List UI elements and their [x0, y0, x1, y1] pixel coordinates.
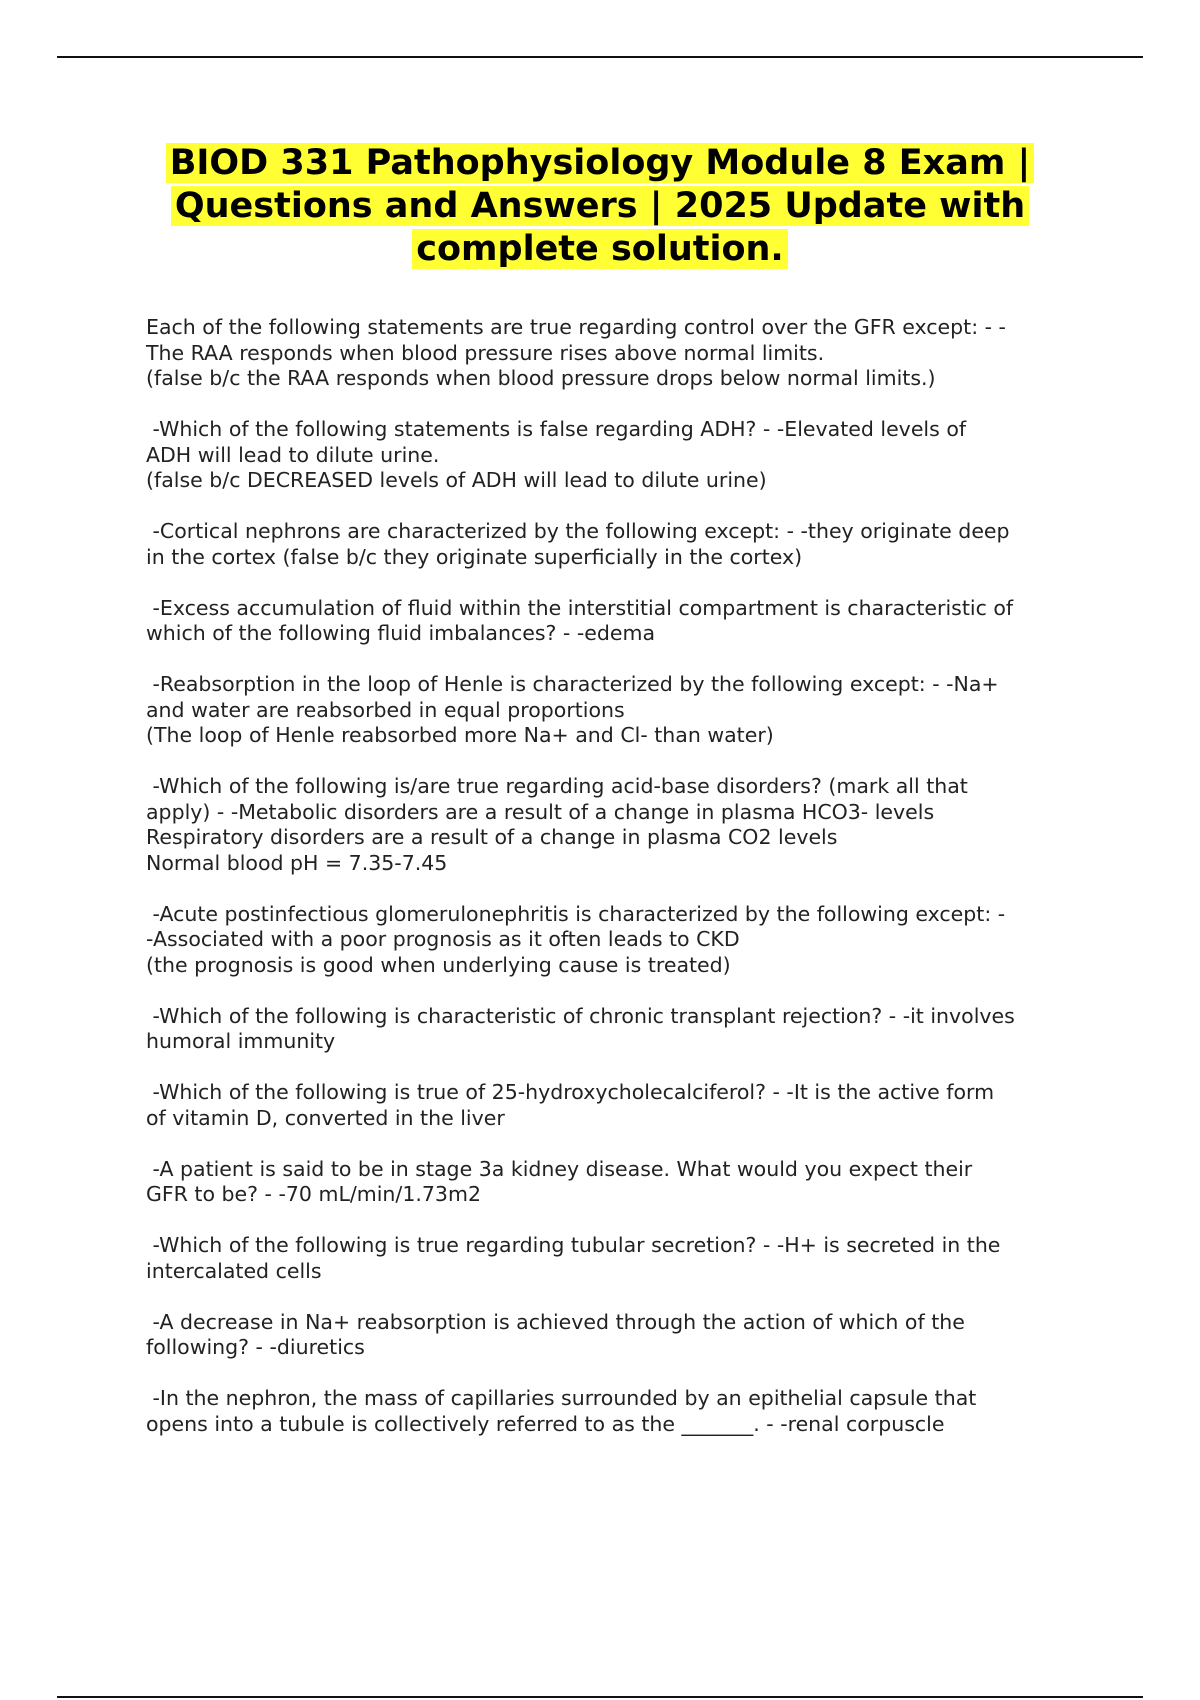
qa-item — [146, 1386, 1096, 1437]
qa-item — [146, 1233, 1096, 1284]
qa-line: -Excess accumulation of fluid within the interstitial compartment is characteristic of — [146, 595, 1014, 620]
qa-item — [146, 1004, 1096, 1055]
qa-item — [146, 596, 1096, 647]
qa-item — [146, 1080, 1096, 1131]
qa-line: ADH will lead to dilute urine. — [146, 442, 440, 467]
title-line-1: BIOD 331 Pathophysiology Module 8 Exam | — [169, 143, 1031, 183]
qa-item — [146, 902, 1096, 979]
qa-item — [146, 417, 1096, 494]
qa-item — [146, 774, 1096, 876]
qa-line: Each of the following statements are true regarding control over the GFR except: - - — [146, 315, 1006, 339]
qa-item — [146, 315, 1096, 392]
qa-item — [146, 1310, 1096, 1361]
qa-line: -Which of the following is characteristic of chronic transplant rejection? - -it involves — [146, 1003, 1015, 1028]
qa-line: -A decrease in Na+ reabsorption is achieved through the action of which of the — [146, 1309, 965, 1334]
qa-line: which of the following fluid imbalances? - -edema — [146, 621, 656, 645]
qa-line: -Which of the following statements is false regarding ADH? - -Elevated levels of — [146, 417, 967, 441]
qa-line: GFR to be? - -70 mL/min/1.73m2 — [146, 1182, 481, 1206]
qa-line: following? - -diuretics — [146, 1335, 365, 1359]
qa-line: -Cortical nephrons are characterized by the following except: - -they originate deep — [146, 519, 1010, 543]
qa-item — [146, 1157, 1096, 1208]
qa-item — [146, 519, 1096, 570]
qa-line: of vitamin D, converted in the liver — [146, 1105, 505, 1130]
qa-line: opens into a tubule is collectively referred to as the _______. - -renal corpuscle — [146, 1411, 945, 1436]
qa-line: -Which of the following is true of 25-hydroxycholecalciferol? - -It is the active form — [146, 1080, 995, 1104]
document-title — [100, 142, 1100, 271]
top-rule — [57, 56, 1143, 58]
qa-line: -In the nephron, the mass of capillaries surrounded by an epithelial capsule that — [146, 1386, 977, 1410]
qa-line: (The loop of Henle reabsorbed more Na+ and Cl- than water) — [146, 723, 774, 747]
qa-line: humoral immunity — [146, 1029, 336, 1053]
qa-line: -Associated with a poor prognosis as it often leads to CKD — [146, 927, 740, 951]
qa-line: (the prognosis is good when underlying cause is treated) — [146, 952, 731, 977]
qa-line: (false b/c the RAA responds when blood pressure drops below normal limits.) — [146, 366, 936, 390]
bottom-rule — [57, 1696, 1143, 1698]
qa-line: in the cortex (false b/c they originate superficially in the cortex) — [146, 544, 803, 569]
title-highlight — [166, 143, 1035, 269]
qa-line: -A patient is said to be in stage 3a kidney disease. What would you expect their — [146, 1156, 973, 1181]
qa-line: -Which of the following is true regarding tubular secretion? - -H+ is secreted in the — [146, 1233, 1001, 1257]
qa-line: -Which of the following is/are true regarding acid-base disorders? (mark all that — [146, 774, 968, 798]
qa-line: apply) - -Metabolic disorders are a result of a change in plasma HCO3- levels — [146, 799, 935, 824]
title-line-2: Questions and Answers | 2025 Update with — [174, 186, 1026, 226]
qa-line: intercalated cells — [146, 1258, 322, 1283]
qa-line: The RAA responds when blood pressure rises above normal limits. — [146, 340, 825, 365]
qa-item — [146, 672, 1096, 749]
title-line-3: complete solution. — [416, 229, 784, 269]
qa-line: Respiratory disorders are a result of a change in plasma CO2 levels — [146, 825, 838, 849]
qa-line: (false b/c DECREASED levels of ADH will lead to dilute urine) — [146, 468, 767, 492]
qa-list — [146, 315, 1096, 1463]
qa-line: Normal blood pH = 7.35-7.45 — [146, 850, 448, 875]
qa-line: -Acute postinfectious glomerulonephritis is characterized by the following except: - — [146, 901, 1006, 926]
qa-line: and water are reabsorbed in equal proportions — [146, 697, 625, 722]
qa-line: -Reabsorption in the loop of Henle is characterized by the following except: - -Na+ — [146, 672, 999, 696]
